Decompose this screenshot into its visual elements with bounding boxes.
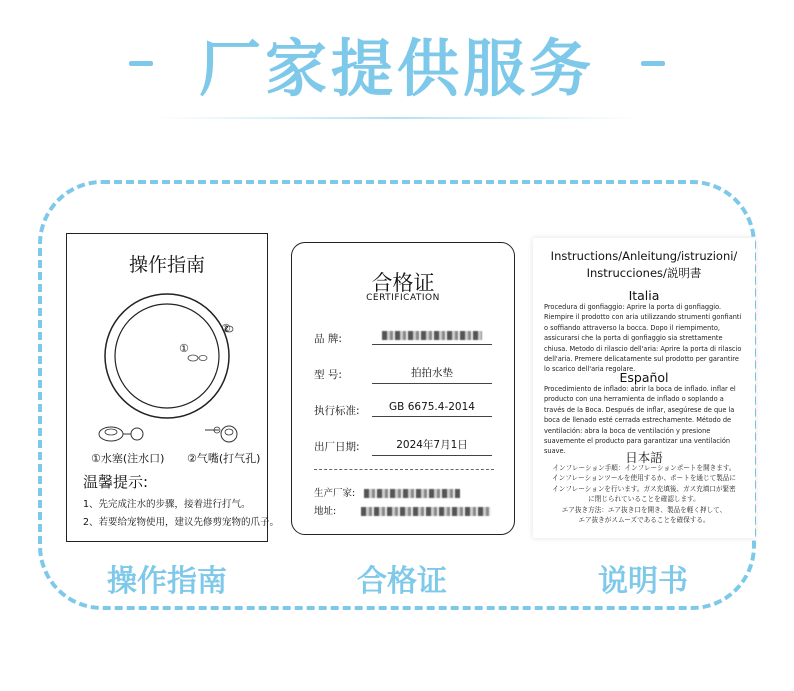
japanese-line: に閉じられていることを確認します。 xyxy=(588,495,700,504)
japanese-line: インフレーション手順：インフレーションポートを開きます。 xyxy=(552,464,736,472)
model-value: 拍拍水垫 xyxy=(372,365,492,384)
air-valve-caption: ②气嘴(打气孔) xyxy=(187,452,261,465)
address-row xyxy=(314,503,491,517)
manual-heading-line2: Instrucciones/説明書 xyxy=(586,266,702,280)
cert-title: 合格证 xyxy=(371,271,435,295)
espanol-title: Español xyxy=(619,370,669,385)
date-value: 2024年7月1日 xyxy=(372,437,492,456)
tip-item: 2、若要给宠物使用，建议先修剪宠物的爪子。 xyxy=(83,517,280,528)
japanese-text xyxy=(544,463,744,525)
marker-2: ② xyxy=(221,322,231,335)
water-plug-caption: ①水塞(注水口) xyxy=(91,452,165,465)
espanol-text: Procedimiento de inflado: abrir la boca de inflado. inflar el producto con una herramienta de inflado o soplando a través de la Boca. Después de inflar, asegúrese de que la boca de llenado esté cerrada estrechamente. Método de ventilación: abra la boca de ventilación y presione suavemente el producto para garantizar una ventilación suave. xyxy=(544,385,736,456)
tips-title: 温馨提示: xyxy=(83,473,149,491)
air-valve-icon xyxy=(203,420,243,446)
cert-separator xyxy=(314,469,494,470)
standard-label: 执行标准: xyxy=(314,405,360,417)
date-label: 出厂日期: xyxy=(314,441,360,453)
manual-heading-line1: Instructions/Anleitung/istruzioni/ xyxy=(550,249,738,263)
cert-card xyxy=(291,242,515,535)
italia-text: Procedura di gonfiaggio: Aprire la porta di gonfiaggio. Riempire il prodotto con aria utilizzando strumenti gonfianti o soffiando attraverso la bocca. Dopo il riempimento, assicurarsi che la porta di gonfiaggio sia strettamente chiusa. Metodo di rilascio dell'aria: Aprire la porta di rilascio dell'aria. Premere delicatamente sul prodotto per garantire lo scarico dell'aria regolare. xyxy=(544,303,742,374)
address-label: 地址: xyxy=(314,506,337,517)
brand-label: 品 牌: xyxy=(314,333,342,345)
japanese-line: エア抜きがスムーズであることを確保する。 xyxy=(578,516,710,525)
brand-value-redacted xyxy=(372,329,492,345)
right-dash xyxy=(641,61,665,66)
address-value-redacted xyxy=(361,507,491,516)
standard-value: GB 6675.4-2014 xyxy=(372,401,492,417)
guide-title: 操作指南 xyxy=(128,254,205,276)
guide-label: 操作指南 xyxy=(107,564,227,599)
maker-value-redacted xyxy=(364,489,460,498)
marker-1: ① xyxy=(179,342,189,355)
tip-item: 1、先完成注水的步骤，接着进行打气。 xyxy=(83,499,251,510)
japanese-line: エア抜き方法：エア抜き口を開き、製品を軽く押して、 xyxy=(561,505,727,514)
japanese-title: 日本語 xyxy=(625,450,663,465)
left-dash xyxy=(129,61,153,66)
header-divider xyxy=(155,117,639,119)
manual-card xyxy=(533,238,755,538)
manual-heading xyxy=(533,248,755,282)
water-plug-icon xyxy=(97,420,147,448)
model-label: 型 号: xyxy=(314,369,342,381)
cert-label: 合格证 xyxy=(357,564,447,599)
italia-title: Italia xyxy=(628,288,660,303)
cert-subtitle: CERTIFICATION xyxy=(366,293,440,303)
page-title: 厂家提供服务 xyxy=(198,31,595,105)
japanese-line: インフレーションツールを使用するか、ポートを通じて製品に xyxy=(552,474,736,483)
ring-inner xyxy=(115,304,219,408)
maker-row xyxy=(314,485,460,499)
guide-card xyxy=(66,233,280,542)
ring-diagram xyxy=(97,291,237,421)
japanese-line: インフレーションを行います。ガス充填後、ガス充填口が緊密 xyxy=(552,484,736,493)
manual-label: 说明书 xyxy=(598,564,688,599)
header xyxy=(0,18,794,108)
ring-outer xyxy=(105,294,229,418)
maker-label: 生产厂家: xyxy=(314,488,356,499)
